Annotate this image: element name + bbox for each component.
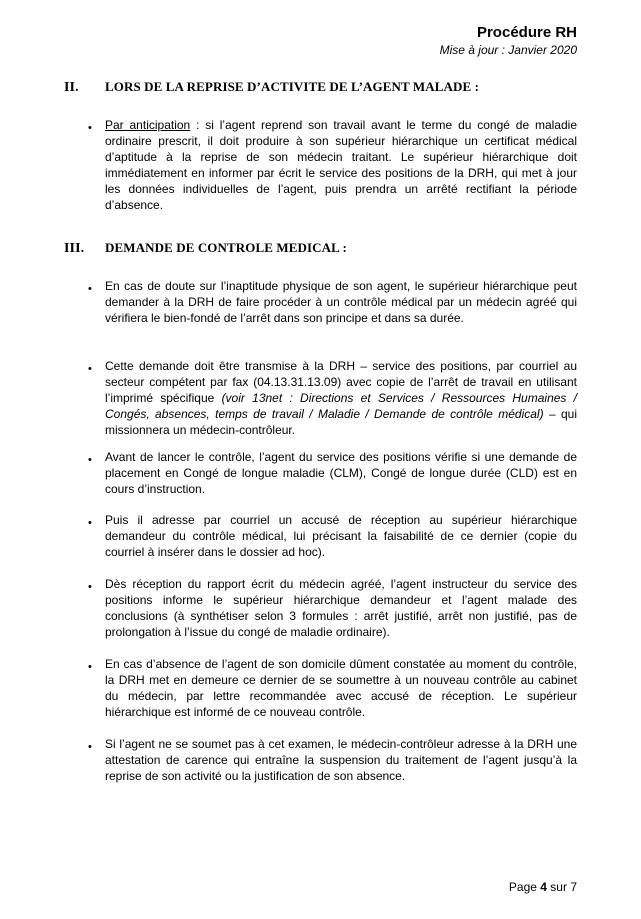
bullet-icon: • [88,517,92,529]
item-text: Cette demande doit être transmise à la DRH – service des positions, par courriel au secteur compétent par fax (04.13.31.13.09) avec copie de l’arrêt de travail en utilisant l’imprimé spécifique [105,359,577,405]
page-current: 4 [540,880,547,894]
page-prefix: Page [508,880,541,894]
bullet-icon: • [88,581,92,593]
bullet-icon: • [88,741,92,753]
item-italic-reference: (voir 13net : Directions et Services / Ressources Humaines / Congés, absences, temps de travail / Maladie / Demande de contrôle médical) [105,391,578,421]
section-2-title: LORS DE LA REPRISE D’ACTIVITE DE L’AGENT MALADE : [105,79,480,94]
section-2-number: II. [64,80,79,95]
page-total: 7 [570,880,577,894]
section-3-item-2 [105,358,577,438]
header-title: Procédure RH [476,24,577,41]
item-lead-anticipation: Par anticipation [105,118,191,132]
item-text: – qui missionnera un médecin-contrôleur. [105,407,577,437]
section-3-number: III. [64,241,85,256]
bullet-icon: • [88,661,92,673]
item-text: : si l’agent reprend son travail avant le terme du congé de maladie ordinaire prescrit, il doit produire à son supérieur hiérarchique un certificat médical d’aptitude à la reprise de son médecin traitant. Le supérieur hiérarchique doit immédiatement en informer par écrit le service des positions de la DRH, qui met à jour les données individuelles de l’agent, puis prendra un arrêté rectifiant la période d’absence. [105,118,577,212]
bullet-icon: • [88,454,92,466]
section-2-item-1 [105,117,577,213]
section-3-item-6: En cas d’absence de l’agent de son domicile dûment constatée au moment du contrôle, la DRH met en demeure ce dernier de se soumettre à un nouveau contrôle au cabinet du médecin, par lettre recommandée avec accusé de réception. Le supérieur hiérarchique est informé de ce nouveau contrôle. [105,657,577,719]
section-3-item-5: Dès réception du rapport écrit du médecin agréé, l’agent instructeur du service des positions informe le supérieur hiérarchique demandeur et l’agent malade des conclusions (à synthétiser selon 3 formules : arrêt justifié, arrêt non justifié, pas de prolongation à l’issue du congé de maladie ordinaire). [105,577,577,639]
page-number [509,880,577,894]
section-3-item-7: Si l’agent ne se soumet pas à cet examen, le médecin-contrôleur adresse à la DRH une attestation de carence qui entraîne la suspension du traitement de l’agent jusqu’à la reprise de son activité ou la justification de son absence. [105,737,577,783]
bullet-icon: • [88,283,92,295]
header-update-date: Mise à jour : Janvier 2020 [439,43,577,57]
section-2-heading [64,79,479,96]
section-3-heading [64,240,347,257]
section-3-item-4: Puis il adresse par courriel un accusé de réception au supérieur hiérarchique demandeur du contrôle médical, lui précisant la faisabilité de ce dernier (copie du courriel à insérer dans le dossier ad hoc). [105,513,577,559]
document-header [440,24,577,58]
section-3-title: DEMANDE DE CONTROLE MEDICAL : [105,240,347,255]
bullet-icon: • [88,363,92,375]
section-3-item-1: En cas de doute sur l’inaptitude physique de son agent, le supérieur hiérarchique peut demander à la DRH de faire procéder à un contrôle médical par un médecin agréé qui vérifiera le bien-fondé de l’arrêt dans son principe et dans sa durée. [105,279,577,325]
section-3-item-3: Avant de lancer le contrôle, l’agent du service des positions vérifie si une demande de placement en Congé de longue maladie (CLM), Congé de longue durée (CLD) est en cours d’instruction. [105,450,577,496]
page-separator: sur [546,880,571,894]
bullet-icon: • [88,122,92,134]
